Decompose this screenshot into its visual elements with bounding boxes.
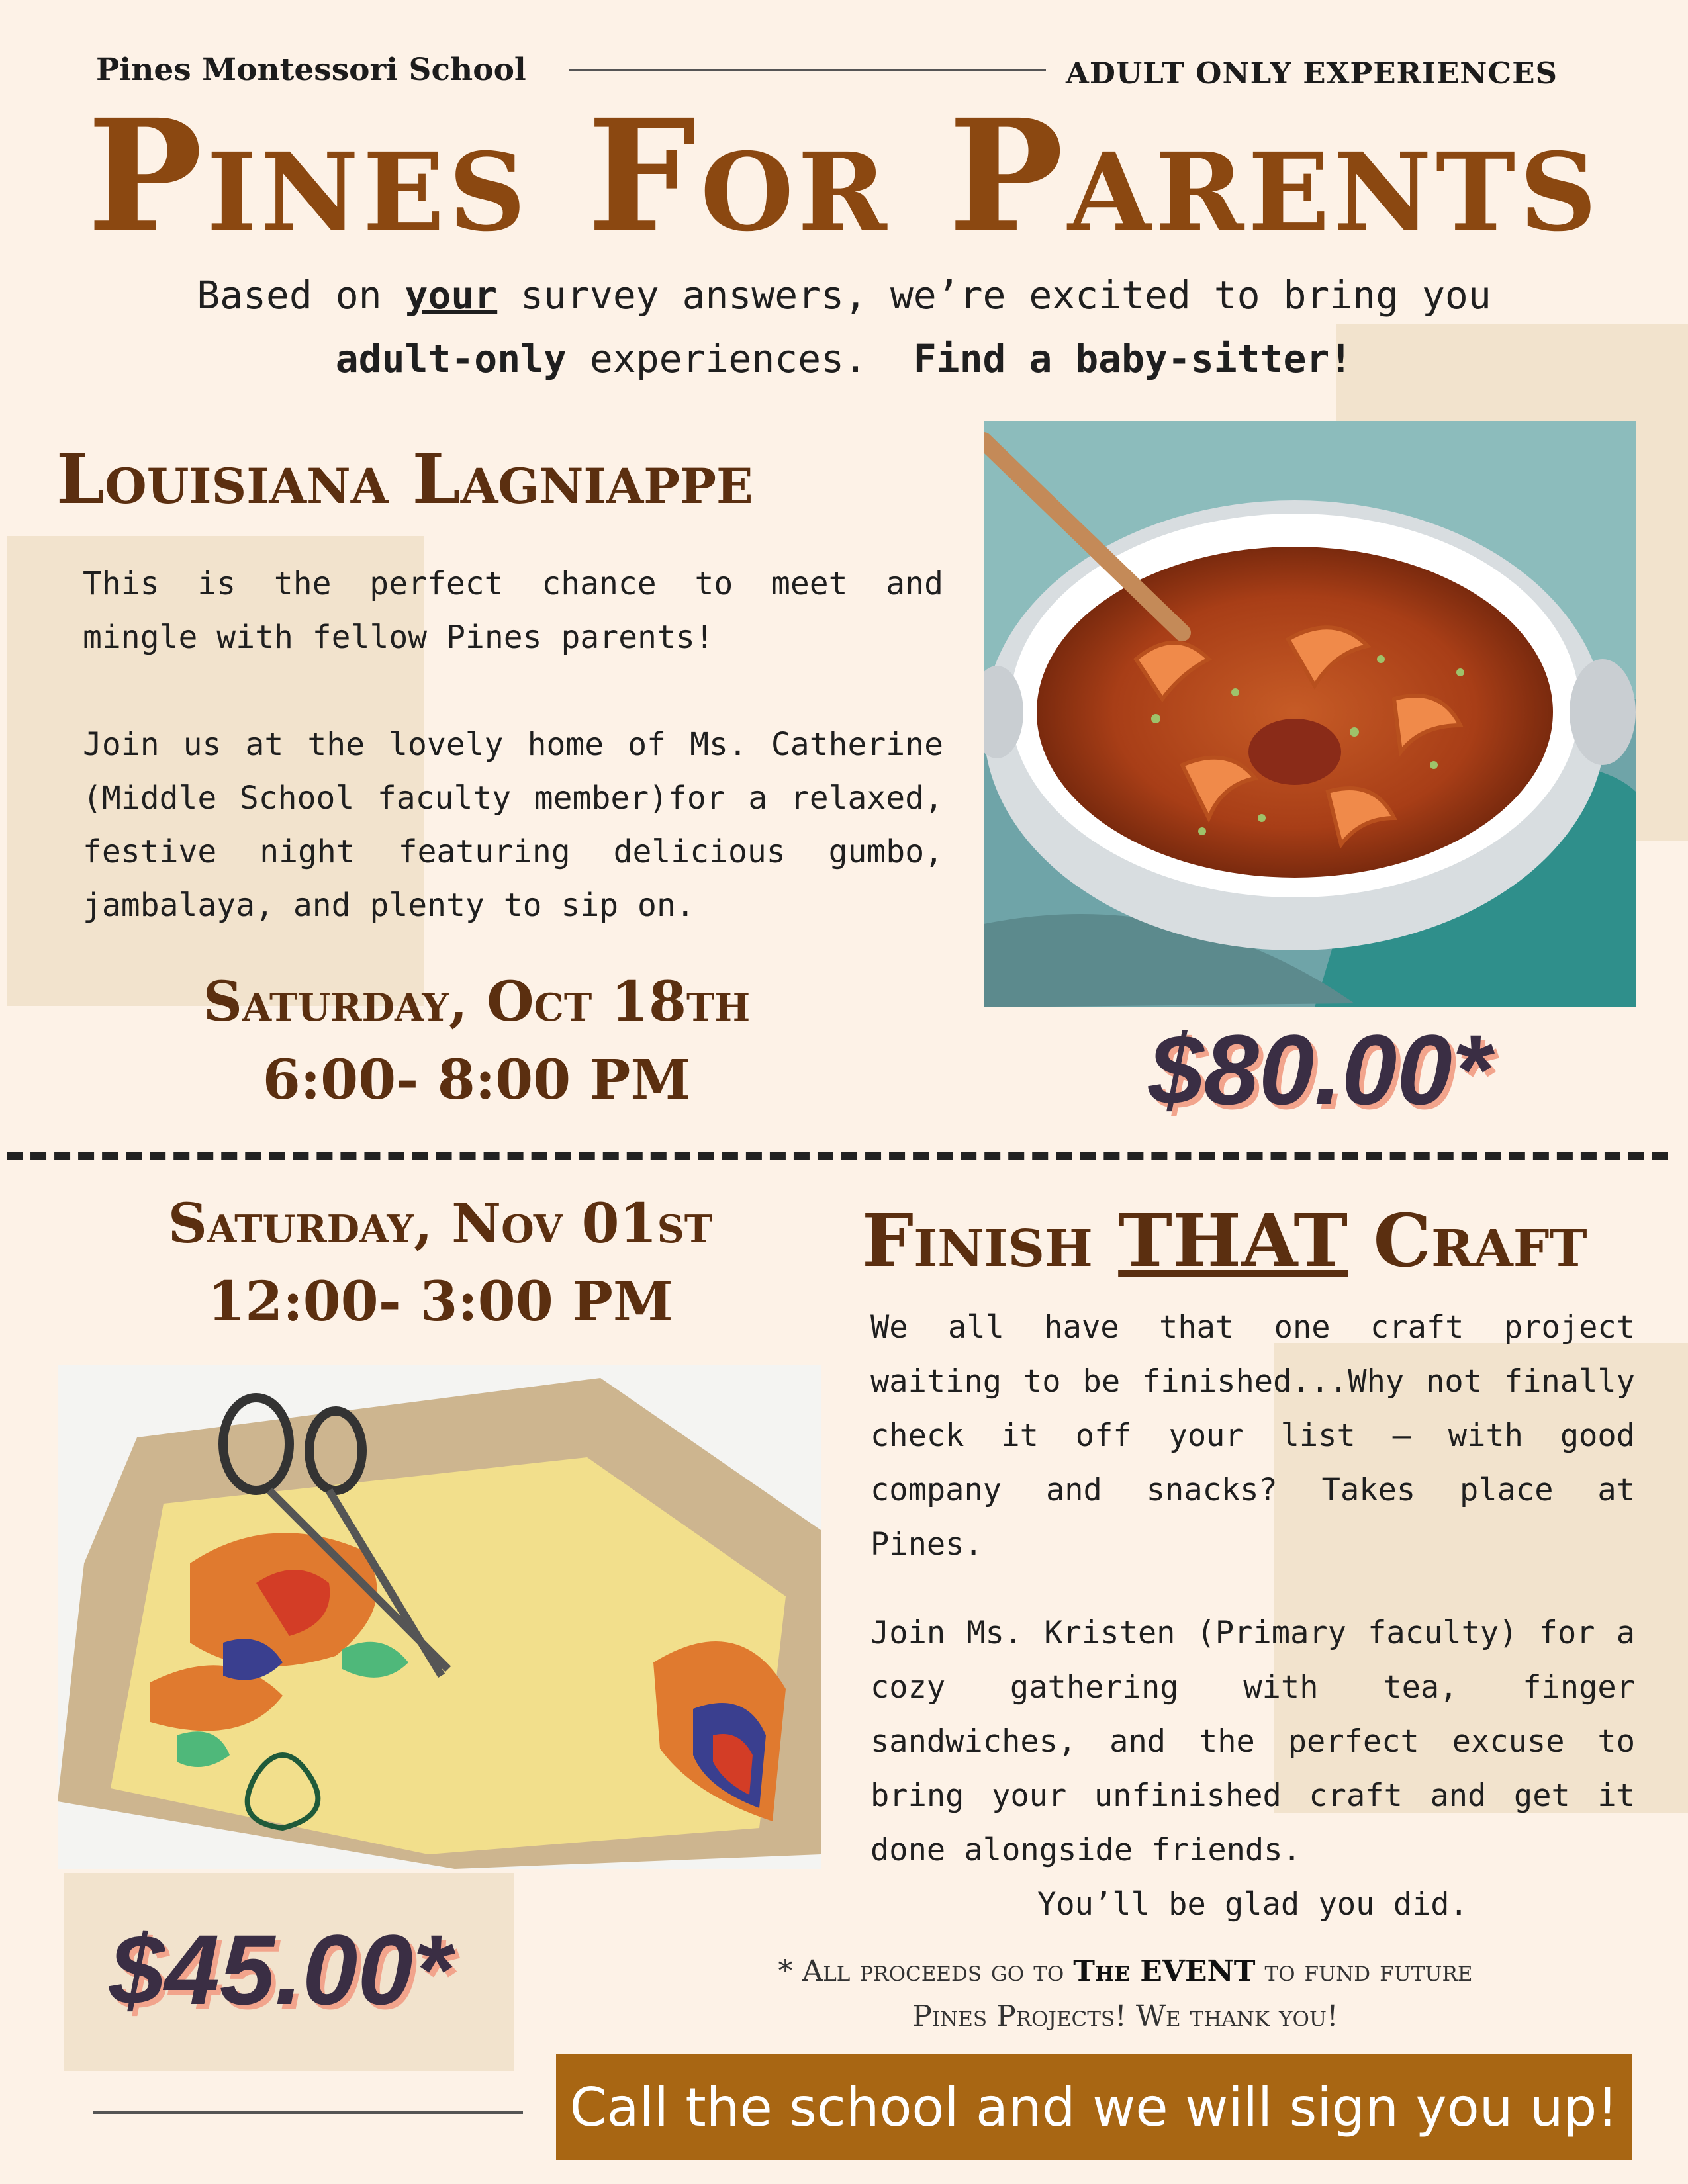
proceeds-line-1 — [688, 1949, 1562, 1994]
event2-closing: You’ll be glad you did. — [1037, 1886, 1468, 1923]
intro-line-1-post: survey answers, we’re excited to bring you — [497, 273, 1491, 318]
proceeds-pre: * All proceeds go to — [778, 1954, 1074, 1988]
event2-title-emphasis: THAT — [1118, 1198, 1348, 1283]
intro-adult-only: adult-only — [335, 336, 567, 381]
event2-paragraph-2: Join Ms. Kristen (Primary faculty) for a cozy gathering with tea, finger sandwiches, and the perfect excuse to bring your unfinished craft and get it done alongside friends. — [870, 1615, 1635, 1868]
latch-hook-craft-photo — [58, 1365, 821, 1869]
intro-line-1-pre: Based on — [197, 273, 405, 318]
event1-title: Louisiana Lagniappe — [56, 438, 753, 520]
event2-datetime — [60, 1185, 821, 1341]
gumbo-pot-photo — [984, 421, 1636, 1007]
intro-experiences: experiences. — [566, 336, 914, 381]
event1-description — [83, 557, 943, 933]
section-divider — [7, 1152, 1668, 1160]
intro-emphasis: your — [404, 273, 498, 318]
tagline: ADULT ONLY EXPERIENCES — [1066, 56, 1558, 91]
proceeds-line-2: Pines Projects! We thank you! — [912, 1999, 1338, 2033]
proceeds-emphasis: The EVENT — [1073, 1954, 1256, 1988]
intro-line-1 — [106, 263, 1582, 327]
event1-date: Saturday, Oct 18th — [203, 970, 751, 1034]
footer-divider — [93, 2111, 523, 2114]
school-name: Pines Montessori School — [96, 52, 526, 88]
proceeds-post: to fund future — [1255, 1954, 1473, 1988]
event2-paragraph-1: We all have that one craft project waiting to be finished...Why not finally check it off your list — with good company and snacks? Takes place at Pines. — [870, 1309, 1635, 1563]
intro-text — [106, 263, 1582, 390]
event2-title — [862, 1198, 1587, 1283]
page-title: Pines For Parents — [87, 85, 1601, 266]
event2-time: 12:00- 3:00 PM — [207, 1270, 673, 1334]
intro-line-2 — [106, 327, 1582, 390]
intro-babysitter: Find a baby-sitter! — [913, 336, 1353, 381]
event2-description — [870, 1300, 1635, 1932]
event1-price: $80.00* — [1149, 1014, 1491, 1125]
event1-time: 6:00- 8:00 PM — [262, 1048, 691, 1112]
signup-call-banner: Call the school and we will sign you up! — [556, 2054, 1632, 2160]
event2-date: Saturday, Nov 01st — [167, 1192, 713, 1255]
proceeds-note — [688, 1949, 1562, 2039]
event2-title-pre: Finish — [862, 1198, 1119, 1283]
event1-paragraph-1: This is the perfect chance to meet and mingle with fellow Pines parents! — [83, 565, 943, 656]
event2-title-post: Craft — [1348, 1198, 1587, 1283]
event2-price: $45.00* — [109, 1914, 452, 2025]
event1-paragraph-2: Join us at the lovely home of Ms. Catherine (Middle School faculty member)for a relaxed, festive night featuring delicious gumbo, jambalaya, and plenty to sip on. — [83, 726, 943, 924]
event1-datetime — [106, 963, 847, 1119]
header-divider — [569, 69, 1046, 71]
